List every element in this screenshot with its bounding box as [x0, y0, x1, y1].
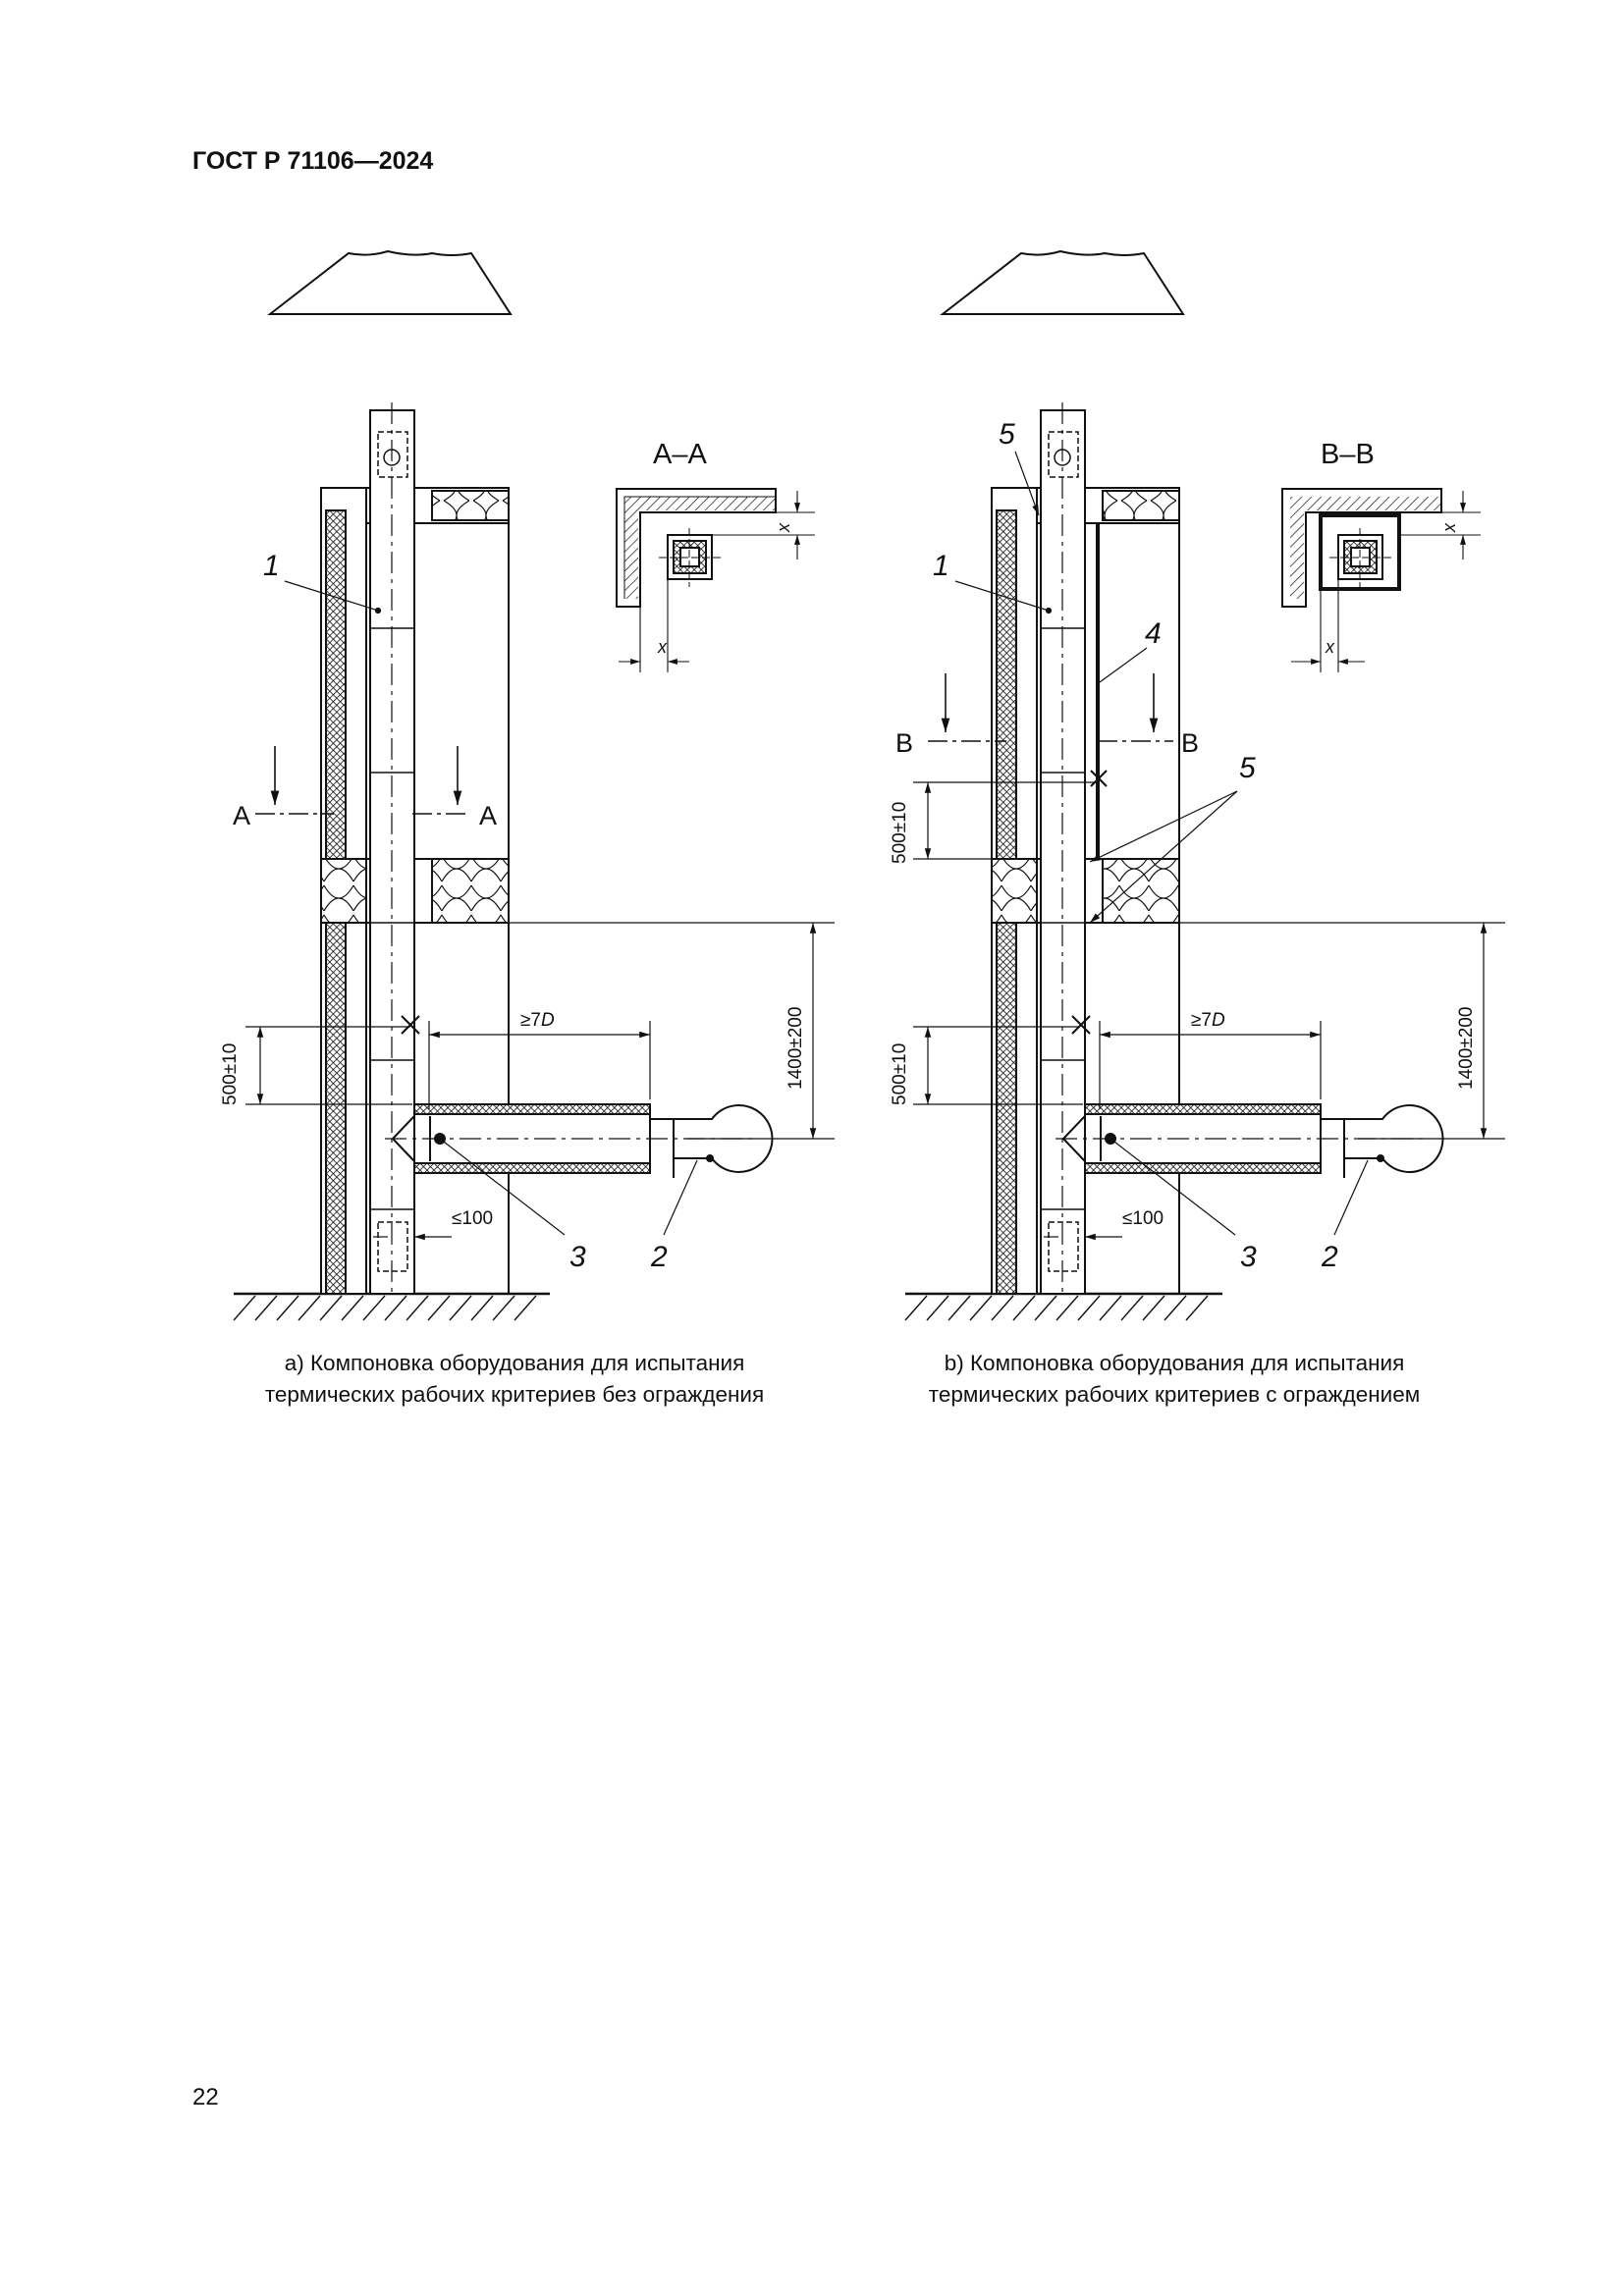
- caption-line: b) Компоновка оборудования для испытания: [944, 1351, 1405, 1375]
- dim-500-lower: 500±10: [890, 1042, 910, 1105]
- caption-line: а) Компоновка оборудования для испытания: [284, 1351, 745, 1375]
- dim-500: 500±10: [220, 1042, 241, 1105]
- section-b-title: В–В: [1321, 439, 1375, 470]
- callout-3: 3: [1240, 1241, 1257, 1273]
- section-a-title: А–А: [653, 439, 707, 470]
- section-a-mark-left: А: [233, 801, 251, 830]
- figure-a-caption: [200, 1348, 829, 1411]
- dim-100: ≤100: [452, 1208, 494, 1229]
- callout-1: 1: [933, 550, 949, 582]
- callout-3: 3: [569, 1241, 586, 1273]
- dim-1400: 1400±200: [1456, 1006, 1477, 1090]
- hood-shape: [270, 251, 511, 314]
- dim-500-upper: 500±10: [890, 801, 910, 864]
- caption-line: термических рабочих критериев с ограждением: [928, 1382, 1421, 1407]
- page-number: 22: [192, 2084, 219, 2110]
- dim-x-horizontal: x: [1326, 637, 1334, 657]
- dim-x-horizontal: x: [658, 637, 667, 657]
- dim-1400: 1400±200: [785, 1006, 806, 1090]
- document-header: ГОСТ Р 71106—2024: [192, 147, 434, 175]
- section-b-detail: [1282, 489, 1481, 672]
- dim-7d: ≥7D: [520, 1010, 555, 1031]
- dim-100: ≤100: [1122, 1208, 1164, 1229]
- section-b-mark-left: В: [895, 728, 914, 758]
- section-a-detail: [617, 489, 815, 672]
- caption-line: термических рабочих критериев без ограждения: [264, 1382, 765, 1407]
- figure-a-elevation: [234, 251, 835, 1320]
- hood-shape: [943, 251, 1183, 314]
- section-b-mark-right: В: [1181, 728, 1200, 758]
- callout-2: 2: [1322, 1241, 1338, 1273]
- callout-4: 4: [1145, 617, 1162, 650]
- callout-5-top: 5: [999, 418, 1015, 451]
- callout-1: 1: [263, 550, 280, 582]
- figure-b-elevation: [905, 251, 1505, 1320]
- dim-x-vertical: x: [774, 523, 793, 532]
- figure-b-caption: [860, 1348, 1489, 1411]
- dim-7d: ≥7D: [1191, 1010, 1225, 1031]
- callout-5-lower: 5: [1239, 752, 1256, 784]
- dim-x-vertical: x: [1439, 523, 1459, 532]
- section-a-mark-right: А: [479, 801, 498, 830]
- callout-2: 2: [651, 1241, 668, 1273]
